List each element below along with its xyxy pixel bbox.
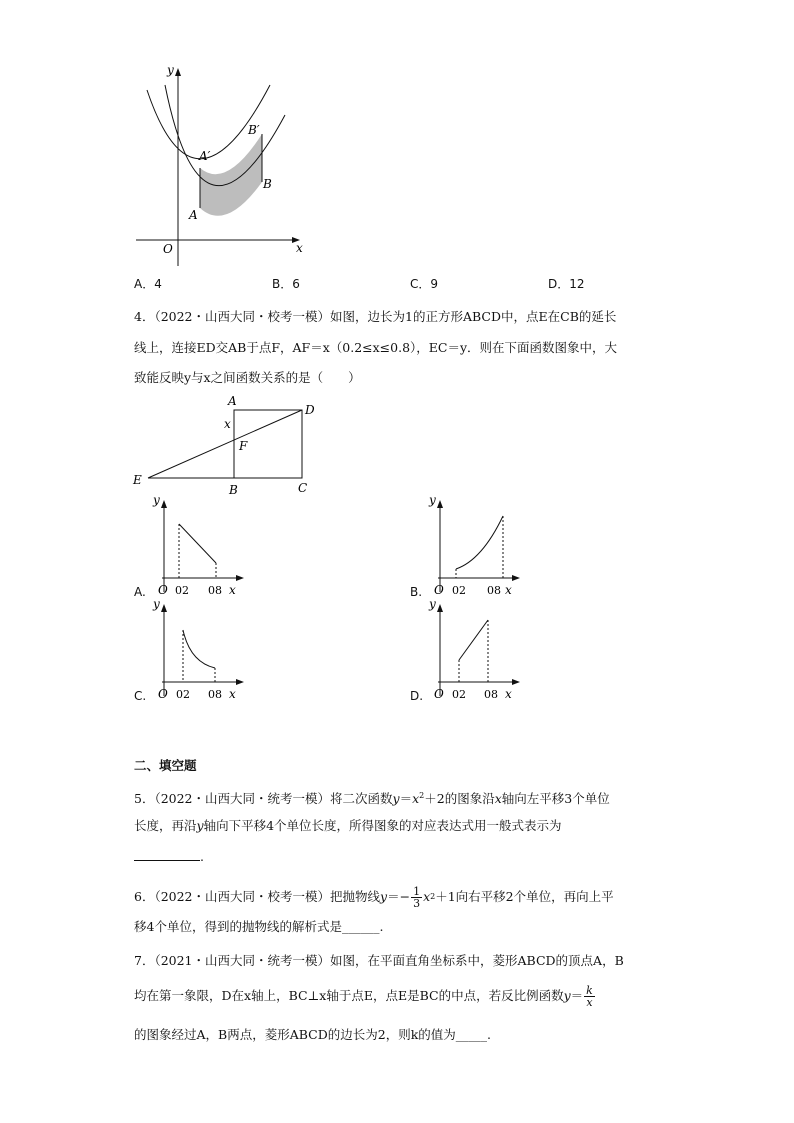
q5-line-2: 长度，再沿y轴向下平移4个单位长度，所得图象的对应表达式用一般式表示为 [134, 818, 562, 833]
q4-option-b-letter[interactable]: B. [410, 585, 423, 599]
q3-shaded-region [200, 134, 262, 216]
graph-curve [456, 516, 503, 569]
graph-curve [459, 620, 488, 660]
y-arrow-icon [437, 500, 443, 508]
q6-frac-num: 1 [413, 884, 421, 898]
q4-option-d-graph[interactable] [424, 596, 524, 704]
q4-line-1: 4．（2022・山西大同・校考一模）如图，边长为1的正方形ABCD中，点E在CB的延长 [134, 309, 617, 324]
q7-text-a: 均在第一象限，D在x轴上，BC⊥x轴于点E，点E是BC的中点，若反比例函数 [134, 988, 564, 1003]
q4-label-e: E [133, 473, 142, 487]
q3-label-b-prime: B′ [248, 123, 260, 137]
q7-line-3: 的图象经过A，B两点，菱形ABCD的边长为2，则k的值为_____. [134, 1027, 491, 1042]
graph-label-y: y [429, 597, 436, 611]
q3-label-b: B [263, 177, 272, 191]
q4-label-b: B [229, 483, 238, 497]
x-arrow-icon [236, 679, 244, 685]
q5-answer-blank[interactable] [134, 848, 200, 861]
q6-fraction [411, 886, 422, 909]
graph-tick-08: 08 [208, 584, 222, 597]
graph-label-x: x [229, 583, 236, 597]
q3-parabola-upper [147, 85, 270, 159]
graph-label-y: y [429, 493, 436, 507]
q4-option-b-graph[interactable] [424, 492, 524, 600]
q4-square-figure [128, 392, 328, 498]
q6-line-1: 6．（2022・山西大同・校考一模）把抛物线 y ＝− $\frac{1}{3}$ x 2 ＋1 向右平移2个单位，再向上平 [134, 884, 614, 910]
q3-label-x: x [296, 241, 303, 255]
q3-label-a: A [189, 208, 198, 222]
q5-period: . [200, 849, 204, 864]
graph-label-o: O [434, 687, 444, 701]
x-arrow-icon [512, 679, 520, 685]
graph-tick-02: 02 [175, 584, 189, 597]
q4-line-3: 致能反映y与x之间函数关系的是（ ） [134, 370, 361, 385]
graph-tick-02: 02 [176, 688, 190, 701]
q6-line-2: 移4个单位，得到的抛物线的解析式是______. [134, 919, 384, 934]
q5-text-a: 5．（2022・山西大同・统考一模）将二次函数 [134, 791, 393, 807]
q4-line-2: 线上，连接ED交AB于点F，AF＝x（0.2≤x≤0.8），EC＝y．则在下面函数图象中，大 [134, 340, 618, 355]
graph-curve [183, 630, 215, 668]
q5-formula: y [392, 791, 400, 807]
q6-text-a: 6．（2022・山西大同・校考一模）把抛物线 [134, 889, 381, 904]
q4-option-a-letter[interactable]: A. [134, 585, 146, 599]
y-arrow-icon [437, 604, 443, 612]
q6-frac-den: 3 [413, 896, 421, 910]
q4-option-d-letter[interactable]: D. [410, 689, 424, 703]
q5-text-c: 轴向左平移3个单位 [501, 791, 610, 807]
y-arrow-icon [161, 604, 167, 612]
q7-line-1: 7．（2021・山西大同・统考一模）如图，在平面直角坐标系中，菱形ABCD的顶点A，B [134, 953, 624, 968]
q5-text-d: 长度，再沿 [134, 818, 197, 833]
q3-parabola-figure [130, 60, 310, 270]
q4-label-x: x [224, 417, 231, 431]
q3-option-c[interactable]: C．9 [410, 277, 439, 291]
q4-label-c: C [298, 481, 308, 495]
q3-label-y: y [167, 63, 174, 77]
q3-option-d[interactable]: D．12 [548, 277, 585, 291]
x-arrow-icon [236, 575, 244, 581]
q4-label-d: D [305, 403, 315, 417]
graph-label-o: O [158, 583, 168, 597]
graph-tick-02: 02 [452, 584, 466, 597]
q5-line-3 [134, 848, 204, 865]
q4-label-f: F [239, 439, 248, 453]
x-arrow-icon [512, 575, 520, 581]
graph-tick-08: 08 [487, 584, 501, 597]
graph-label-x: x [505, 687, 512, 701]
q3-option-b[interactable]: B．6 [272, 277, 300, 291]
q3-label-o: O [163, 242, 173, 256]
graph-curve [179, 524, 216, 563]
q5-text-e: 轴向下平移4个单位长度，所得图象的对应表达式用一般式表示为 [203, 818, 562, 833]
graph-label-y: y [153, 597, 160, 611]
graph-label-x: x [229, 687, 236, 701]
graph-label-o: O [158, 687, 168, 701]
graph-tick-08: 08 [208, 688, 222, 701]
y-arrow-icon [161, 500, 167, 508]
q7-frac-den: x [586, 995, 593, 1009]
q6-text-b: 向右平移2个单位，再向上平 [455, 889, 614, 904]
q4-option-a-graph[interactable] [148, 492, 248, 600]
graph-label-o: O [434, 583, 444, 597]
section-title-fill-blank: 二、填空题 [134, 758, 197, 773]
q7-line-2: 均在第一象限，D在x轴上，BC⊥x轴于点E，点E是BC的中点，若反比例函数 y ＝ $\frac{k}{x}$ [134, 983, 593, 1009]
q4-option-c-letter[interactable]: C. [134, 689, 147, 703]
q4-label-a: A [228, 394, 237, 408]
graph-label-x: x [505, 583, 512, 597]
graph-label-y: y [153, 493, 160, 507]
graph-tick-02: 02 [452, 688, 466, 701]
q5-text-b: 的图象沿 [444, 791, 495, 807]
graph-tick-08: 08 [484, 688, 498, 701]
q7-fraction [584, 985, 595, 1008]
q4-option-c-graph[interactable] [148, 596, 248, 704]
q3-option-a[interactable]: A．4 [134, 277, 162, 291]
q3-label-a-prime: A′ [199, 149, 211, 163]
q3-parabola-lower [165, 85, 285, 186]
q7-frac-num: k [586, 983, 593, 997]
q5-line-1: 5．（2022・山西大同・统考一模）将二次函数$y=x^2+2$的图象沿x轴向左平移3个单位 [134, 791, 610, 807]
q3-y-arrow-icon [175, 68, 181, 76]
